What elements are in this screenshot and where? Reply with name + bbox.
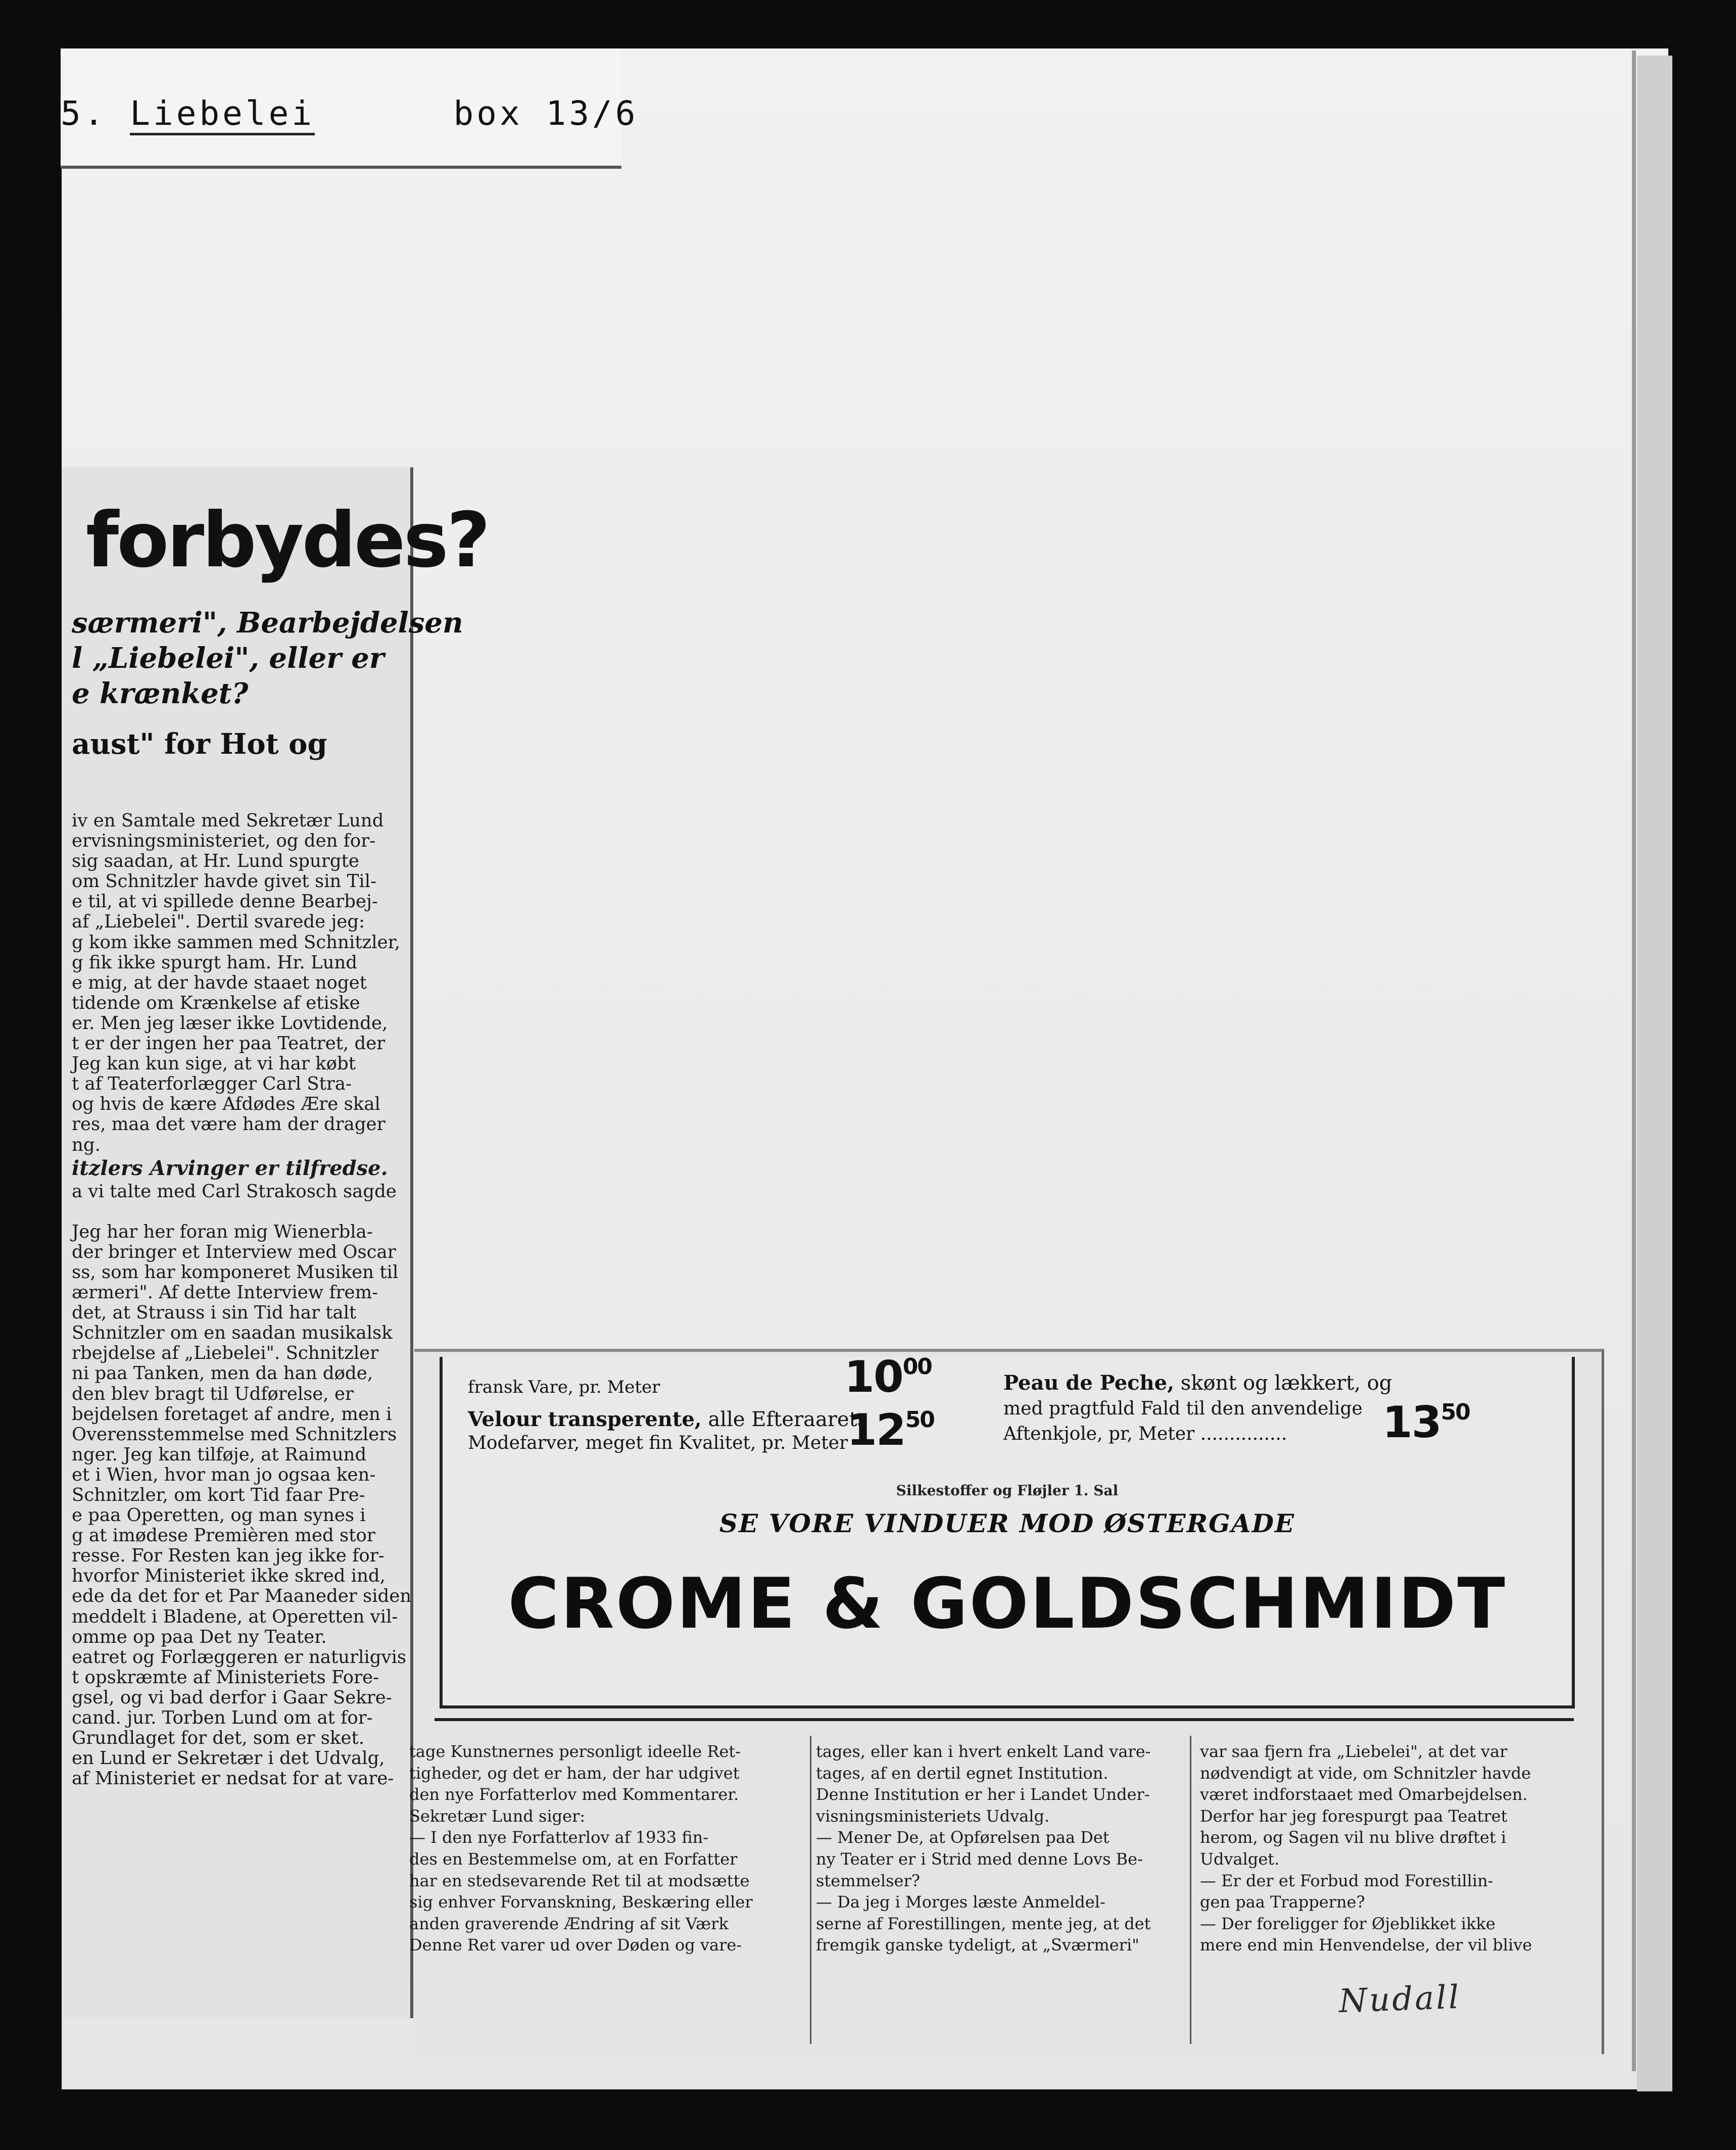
article-line: cand. jur. Torben Lund om at for-: [72, 1707, 373, 1729]
article-line: Overensstemmelse med Schnitzlers: [72, 1424, 397, 1445]
article-line: Jeg har her foran mig Wienerbla-: [72, 1221, 373, 1242]
archive-label-text: [61, 94, 638, 133]
handwritten-signature: Nudall: [1338, 1978, 1462, 2021]
article-line: e paa Operetten, og man synes i: [72, 1505, 366, 1526]
ad-item-6-text: Aftenkjole, pr, Meter: [1003, 1424, 1195, 1444]
article-line: sig saadan, at Hr. Lund spurgte: [72, 851, 359, 872]
article-line: a vi talte med Carl Strakosch sagde: [72, 1181, 397, 1202]
column-line: Sekretær Lund siger:: [409, 1806, 586, 1826]
column-line: serne af Forestillingen, mente jeg, at det: [816, 1914, 1151, 1933]
article-line: Schnitzler, om kort Tid faar Pre-: [72, 1485, 365, 1505]
column-line: — Er der et Forbud mod Forestillin-: [1200, 1871, 1493, 1890]
subhead-1: særmeri", Bearbejdelsen: [72, 606, 463, 640]
article-line: ni paa Tanken, men da han døde,: [72, 1363, 373, 1384]
ad-price-3-main: 13: [1382, 1397, 1441, 1448]
column-line: Denne Institution er her i Landet Under-: [816, 1785, 1150, 1804]
column-line: gen paa Trapperne?: [1200, 1892, 1365, 1912]
label-number: 5.: [61, 94, 107, 133]
ad-item-4-rest: skønt og lækkert, og: [1180, 1372, 1392, 1395]
column-line: Udvalget.: [1200, 1849, 1280, 1869]
article-line: Schnitzler om en saadan musikalsk: [72, 1323, 393, 1344]
ad-dot-leader: ...............: [1200, 1424, 1287, 1444]
article-line: bejdelsen foretaget af andre, men i: [72, 1403, 392, 1425]
article-column-1: [409, 1741, 753, 1956]
article-line: nger. Jeg kan tilføje, at Raimund: [72, 1444, 367, 1465]
subhead-3: e krænket?: [72, 677, 249, 710]
article-column-3: [1200, 1741, 1532, 1956]
article-line: Grundlaget for det, som er sket.: [72, 1728, 365, 1749]
article-line: omme op paa Det ny Teater.: [72, 1626, 327, 1647]
archive-label: [61, 48, 639, 169]
article-column-2: [816, 1741, 1151, 1956]
ad-item-1: fransk Vare, pr. Meter: [468, 1377, 660, 1397]
column-line: tage Kunstnernes personligt ideelle Ret-: [409, 1742, 741, 1761]
article-line: rbejdelse af „Liebelei". Schnitzler: [72, 1343, 379, 1364]
article-line: ærmeri". Af dette Interview frem-: [72, 1282, 378, 1303]
column-rule-1: [810, 1736, 811, 2044]
ad-price-2-cents: 50: [905, 1407, 934, 1433]
article-line: gsel, og vi bad derfor i Gaar Sekre-: [72, 1687, 392, 1708]
column-line: visningsministeriets Udvalg.: [816, 1806, 1050, 1826]
article-line: der bringer et Interview med Oscar: [72, 1241, 396, 1262]
article-line: e mig, at der havde staaet noget: [72, 972, 367, 993]
column-line: har en stedsevarende Ret til at modsætte: [409, 1871, 750, 1890]
column-line: Denne Ret varer ud over Døden og vare-: [409, 1935, 742, 1955]
column-line: var saa fjern fra „Liebelei", at det var: [1200, 1742, 1508, 1761]
column-line: herom, og Sagen vil nu blive drøftet i: [1200, 1828, 1507, 1847]
ad-price-3-cents: 50: [1440, 1399, 1470, 1425]
ad-department: Silkestoffer og Fløjler 1. Sal: [896, 1482, 1119, 1499]
article-line: af Ministeriet er nedsat for at vare-: [72, 1768, 394, 1789]
column-line: — Mener De, at Opførelsen paa Det: [816, 1828, 1110, 1847]
ad-price-2-main: 12: [847, 1405, 905, 1455]
article-line: tidende om Krænkelse af etiske: [72, 992, 360, 1013]
column-rule-2: [1190, 1736, 1191, 2044]
article-line: ss, som har komponeret Musiken til: [72, 1261, 399, 1283]
label-title: Liebelei: [130, 94, 315, 135]
subhead-4: aust" for Hot og: [72, 727, 327, 761]
article-line: iv en Samtale med Sekretær Lund: [72, 810, 384, 831]
ad-price-1-main: 10: [844, 1352, 903, 1402]
label-box: box 13/6: [453, 94, 639, 133]
article-line: t opskræmte af Ministeriets Fore-: [72, 1667, 379, 1688]
article-line: af „Liebelei". Dertil svarede jeg:: [72, 911, 365, 933]
column-line: — Da jeg i Morges læste Anmeldel-: [816, 1892, 1105, 1912]
article-line: et i Wien, hvor man jo ogsaa ken-: [72, 1464, 376, 1485]
column-line: ny Teater er i Strid med denne Lovs Be-: [816, 1849, 1143, 1869]
article-line: den blev bragt til Udførelse, er: [72, 1383, 354, 1404]
article-line: hvorfor Ministeriet ikke skred ind,: [72, 1566, 385, 1587]
headline: forbydes?: [86, 497, 489, 584]
article-line: res, maa det være ham der drager: [72, 1114, 385, 1135]
article-line: er. Men jeg læser ikke Lovtidende,: [72, 1012, 388, 1034]
column-line: des en Bestemmelse om, at en Forfatter: [409, 1849, 738, 1869]
article-line: Jeg kan kun sige, at vi har købt: [72, 1053, 356, 1074]
sheet-right-edge: [1632, 51, 1636, 2071]
article-line: g kom ikke sammen med Schnitzler,: [72, 932, 401, 953]
column-line: — I den nye Forfatterlov af 1933 fin-: [409, 1828, 709, 1847]
article-line: resse. For Resten kan jeg ikke for-: [72, 1545, 384, 1567]
column-line: tigheder, og det er ham, der har udgivet: [409, 1763, 740, 1783]
ad-item-5: med pragtfuld Fald til den anvendelige: [1003, 1398, 1363, 1419]
ad-item-4-name: Peau de Peche,: [1003, 1371, 1174, 1395]
column-line: anden graverende Ændring af sit Værk: [409, 1914, 729, 1933]
ad-item-2-name: Velour transperente,: [468, 1407, 702, 1431]
article-line: ng.: [72, 1134, 101, 1155]
article-line: ede da det for et Par Maaneder siden: [72, 1586, 412, 1607]
column-line: tages, eller kan i hvert enkelt Land vare-: [816, 1742, 1151, 1761]
article-line: [72, 1202, 405, 1222]
subhead-2: l „Liebelei", eller er: [72, 642, 384, 675]
article-line: ervisningsministeriet, og den for-: [72, 830, 376, 852]
column-line: Derfor har jeg forespurgt paa Teatret: [1200, 1806, 1508, 1826]
column-line: sig enhver Forvanskning, Beskæring eller: [409, 1892, 753, 1912]
ad-item-2-rest: alle Efteraarets: [708, 1408, 868, 1431]
ad-brand: CROME & GOLDSCHMIDT: [508, 1563, 1507, 1644]
article-line: itzlers Arvinger er tilfredse.: [72, 1156, 388, 1180]
column-line: stemmelser?: [816, 1871, 920, 1890]
column-line: fremgik ganske tydeligt, at „Sværmeri": [816, 1935, 1139, 1955]
column-line: den nye Forfatterlov med Kommentarer.: [409, 1785, 739, 1804]
article-line: t af Teaterforlægger Carl Stra-: [72, 1073, 352, 1095]
column-line: — Der foreligger for Øjeblikket ikke: [1200, 1914, 1496, 1933]
left-newspaper-clipping: [62, 467, 489, 2018]
article-line: en Lund er Sekretær i det Udvalg,: [72, 1748, 385, 1769]
ad-item-3: Modefarver, meget fin Kvalitet, pr. Meter: [468, 1433, 848, 1453]
ad-price-1-cents: 00: [902, 1354, 932, 1380]
article-line: t er der ingen her paa Teatret, der: [72, 1033, 385, 1054]
advertisement-outer-frame: [435, 1352, 1574, 1721]
article-line: g fik ikke spurgt ham. Hr. Lund: [72, 952, 358, 973]
article-line: det, at Strauss i sin Tid har talt: [72, 1302, 357, 1324]
article-line: om Schnitzler havde givet sin Til-: [72, 871, 377, 892]
article-line: g at imødese Premièren med stor: [72, 1525, 375, 1546]
column-line: nødvendigt at vide, om Schnitzler havde: [1200, 1763, 1531, 1783]
article-line: og hvis de kære Afdødes Ære skal: [72, 1094, 380, 1115]
column-line: mere end min Henvendelse, der vil blive: [1200, 1935, 1532, 1955]
sheet-edge-shadow: [1637, 56, 1672, 2091]
column-line: været indforstaaet med Omarbejdelsen.: [1200, 1785, 1528, 1804]
article-body-left: [72, 810, 412, 1789]
column-line: tages, af en dertil egnet Institution.: [816, 1763, 1108, 1783]
article-line: meddelt i Bladene, at Operetten vil-: [72, 1606, 398, 1627]
ad-windows-line: SE VORE VINDUER MOD ØSTERGADE: [719, 1508, 1295, 1538]
bottom-newspaper-clipping: [409, 1349, 1604, 2054]
article-line: eatret og Forlæggeren er naturligvis: [72, 1646, 407, 1668]
article-line: e til, at vi spillede denne Bearbej-: [72, 891, 378, 912]
